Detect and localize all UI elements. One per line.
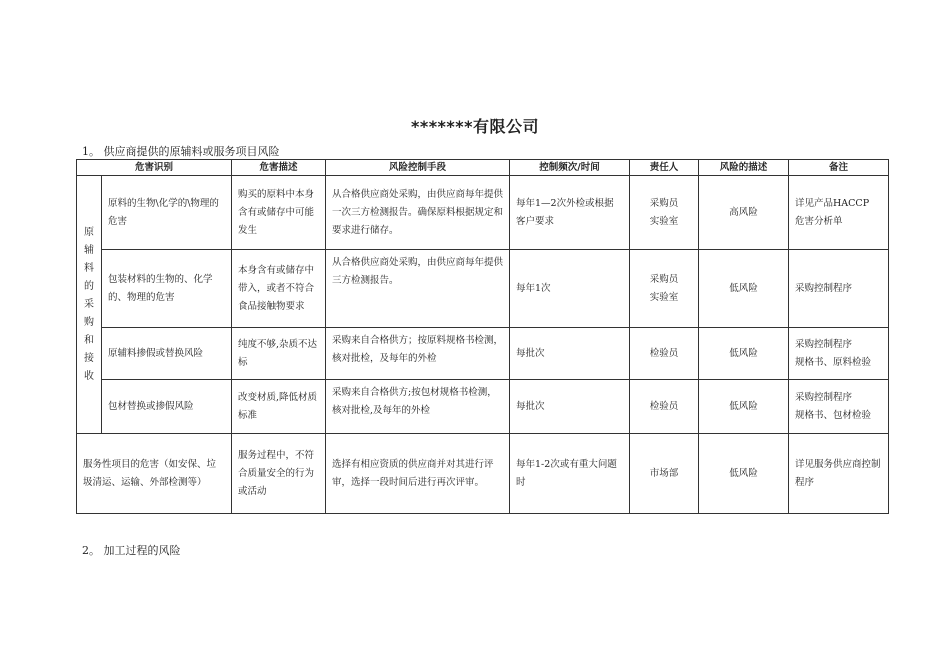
cell-description: 本身含有或储存中带入，或者不符合食品接触物要求 bbox=[232, 250, 326, 328]
header-note: 备注 bbox=[789, 160, 889, 176]
table-row bbox=[77, 328, 889, 380]
cell-description: 服务过程中，不符合质量安全的行为或活动 bbox=[232, 434, 326, 514]
cell-risk: 低风险 bbox=[699, 250, 789, 328]
cell-frequency: 每年1—2次外检或根据客户要求 bbox=[510, 176, 630, 250]
table-row bbox=[77, 176, 889, 250]
header-frequency: 控制频次/时间 bbox=[510, 160, 630, 176]
cell-owner: 采购员 实验室 bbox=[630, 176, 699, 250]
header-hazard: 危害识别 bbox=[77, 160, 232, 176]
cell-note: 采购控制程序 bbox=[789, 250, 889, 328]
cell-note: 采购控制程序 规格书、包材检验 bbox=[789, 380, 889, 434]
cell-control: 采购来自合格供方；按原料规格书检测，核对批检，及每年的外检 bbox=[326, 328, 510, 380]
risk-table bbox=[76, 159, 889, 514]
cell-hazard: 服务性项目的危害（如安保、垃圾清运、运输、外部检测等） bbox=[77, 434, 232, 514]
cell-frequency: 每年1次 bbox=[510, 250, 630, 328]
cell-hazard: 包装材料的生物的、化学的、物理的危害 bbox=[102, 250, 232, 328]
table-row-service bbox=[77, 434, 889, 514]
cell-owner: 市场部 bbox=[630, 434, 699, 514]
cell-description: 纯度不够,杂质不达标 bbox=[232, 328, 326, 380]
cell-hazard: 包材替换或掺假风险 bbox=[102, 380, 232, 434]
header-owner: 责任人 bbox=[630, 160, 699, 176]
header-risk: 风险的描述 bbox=[699, 160, 789, 176]
cell-note: 详见服务供应商控制程序 bbox=[789, 434, 889, 514]
cell-risk: 低风险 bbox=[699, 434, 789, 514]
cell-frequency: 每年1-2次或有重大问题时 bbox=[510, 434, 630, 514]
cell-owner: 检验员 bbox=[630, 328, 699, 380]
cell-note: 采购控制程序 规格书、原料检验 bbox=[789, 328, 889, 380]
table-row bbox=[77, 250, 889, 328]
cell-control: 从合格供应商处采购，由供应商每年提供一次三方检测报告。确保原料根据规定和要求进行储存。 bbox=[326, 176, 510, 250]
section-heading-processing: 2。 加工过程的风险 bbox=[82, 544, 181, 557]
cell-owner: 检验员 bbox=[630, 380, 699, 434]
cell-frequency: 每批次 bbox=[510, 380, 630, 434]
table-header-row bbox=[77, 160, 889, 176]
section-heading-suppliers: 1。 供应商提供的原辅料或服务项目风险 bbox=[82, 145, 280, 158]
table-row bbox=[77, 380, 889, 434]
cell-risk: 低风险 bbox=[699, 380, 789, 434]
cell-control: 采购来自合格供方;按包材规格书检测，核对批检,及每年的外检 bbox=[326, 380, 510, 434]
cell-note: 详见产品HACCP 危害分析单 bbox=[789, 176, 889, 250]
cell-hazard: 原料的生物\化学的\物理的危害 bbox=[102, 176, 232, 250]
cell-hazard: 原辅料掺假或替换风险 bbox=[102, 328, 232, 380]
cell-control: 从合格供应商处采购，由供应商每年提供三方检测报告。 bbox=[326, 250, 510, 328]
cell-risk: 低风险 bbox=[699, 328, 789, 380]
header-description: 危害描述 bbox=[232, 160, 326, 176]
page-title: *******有限公司 bbox=[410, 117, 540, 136]
cell-description: 改变材质,降低材质标准 bbox=[232, 380, 326, 434]
cell-control: 选择有相应资质的供应商并对其进行评审，选择一段时间后进行再次评审。 bbox=[326, 434, 510, 514]
cell-risk: 高风险 bbox=[699, 176, 789, 250]
group-label-raw-material: 原 辅 料 的 采 购 和 接 收 bbox=[77, 176, 102, 434]
cell-owner: 采购员 实验室 bbox=[630, 250, 699, 328]
header-control: 风险控制手段 bbox=[326, 160, 510, 176]
cell-description: 购买的原料中本身含有或储存中可能发生 bbox=[232, 176, 326, 250]
cell-frequency: 每批次 bbox=[510, 328, 630, 380]
